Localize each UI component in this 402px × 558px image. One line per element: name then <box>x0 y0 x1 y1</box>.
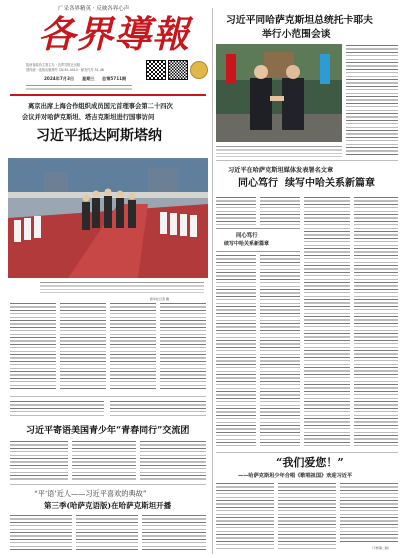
right-middle-body <box>216 196 256 226</box>
right-middle-kicker: 习近平在哈萨克斯坦媒体发表署名文章 <box>228 167 334 174</box>
bottom-left-body <box>142 514 206 552</box>
airport-welcome-scene <box>8 158 208 278</box>
right-middle-body <box>260 254 300 446</box>
bottom-right-body <box>340 482 398 544</box>
bottom-right-title: “我们爱您！” <box>276 456 344 469</box>
bottom-right-body <box>216 482 274 550</box>
right-middle-title: 同心笃行 续写中哈关系新篇章 <box>238 178 375 189</box>
lead-photo-caption <box>40 281 204 295</box>
bottom-right-subtitle: ——哈萨克斯坦少年合唱《歌唱祖国》欢迎习近平 <box>238 473 353 479</box>
lower-left-body <box>72 440 136 480</box>
lead-photo-byline: 新华社记者 摄 <box>150 297 169 301</box>
lead-kicker-2: 会议并对哈萨克斯坦、塔吉克斯坦进行国事访问 <box>22 114 155 121</box>
continued-note: （下转第二版） <box>370 546 392 550</box>
right-middle-body <box>354 196 398 446</box>
mascot-logo <box>190 61 208 79</box>
right-middle-body <box>216 254 256 446</box>
masthead-slogan: 广采各界精英 · 反映各界心声 <box>58 6 130 12</box>
handshake-photo <box>216 44 342 142</box>
lower-left-body <box>10 440 68 480</box>
masthead-issue: 总第5711期 <box>102 76 127 81</box>
masthead-fineprint <box>26 84 132 90</box>
masthead-info-2: 国内统一连续出版物号 CN 61-0014 · 邮发代号 51-46 <box>26 68 104 72</box>
pull-quote-line-2: 续写中哈关系新篇章 <box>224 241 270 247</box>
masthead <box>10 4 208 112</box>
masthead-divider <box>10 94 206 96</box>
section-divider <box>10 396 206 397</box>
lower-left-lead-body <box>110 400 206 418</box>
lead-kicker-1: 离京出席上海合作组织成员国元首理事会第二十四次 <box>28 103 173 110</box>
masthead-logo: 各界導報 <box>38 12 190 56</box>
leaders-handshake-scene <box>216 44 342 142</box>
masthead-weekday: 星期三 <box>82 76 95 81</box>
right-middle-body <box>304 196 350 446</box>
lead-body-col-2 <box>60 302 106 390</box>
lead-body-col-3 <box>110 302 156 390</box>
top-right-title-1: 习近平同哈萨克斯坦总统托卡耶夫 <box>226 15 373 26</box>
lower-left-lead-body <box>10 400 104 418</box>
pull-quote-box <box>216 228 300 252</box>
qr-code <box>168 60 188 80</box>
right-middle-body <box>260 196 300 226</box>
lead-body-col-4 <box>160 302 206 390</box>
lead-body-col-1 <box>10 302 56 390</box>
bottom-left-kicker: “平‘语’近人——习近平喜欢的典故” <box>34 489 147 498</box>
lower-left-body <box>140 440 206 480</box>
top-right-body <box>346 44 398 156</box>
page-column-divider <box>212 8 213 554</box>
top-right-title-2: 举行小范围会谈 <box>262 29 331 40</box>
pull-quote-line-1: 同心笃行 <box>236 233 258 239</box>
section-divider <box>216 160 398 161</box>
bottom-left-body <box>76 514 138 552</box>
bottom-left-title: 第三季(哈萨克语版)在哈萨克斯坦开播 <box>44 501 172 510</box>
lead-photo <box>8 158 208 278</box>
lead-title: 习近平抵达阿斯塔纳 <box>36 128 162 144</box>
lower-left-title: 习近平寄语美国青少年“青春同行”交流团 <box>26 426 190 436</box>
bottom-right-body <box>278 482 336 550</box>
section-divider <box>10 484 206 485</box>
qr-code <box>146 60 166 80</box>
section-divider <box>216 452 398 453</box>
masthead-date: 2024年7月3日 <box>44 76 75 81</box>
masthead-info-1: 陕西省政协主管主办 · 各界导报社出版 <box>26 63 81 67</box>
bottom-left-body <box>10 514 72 552</box>
handshake-photo-caption <box>216 145 342 157</box>
